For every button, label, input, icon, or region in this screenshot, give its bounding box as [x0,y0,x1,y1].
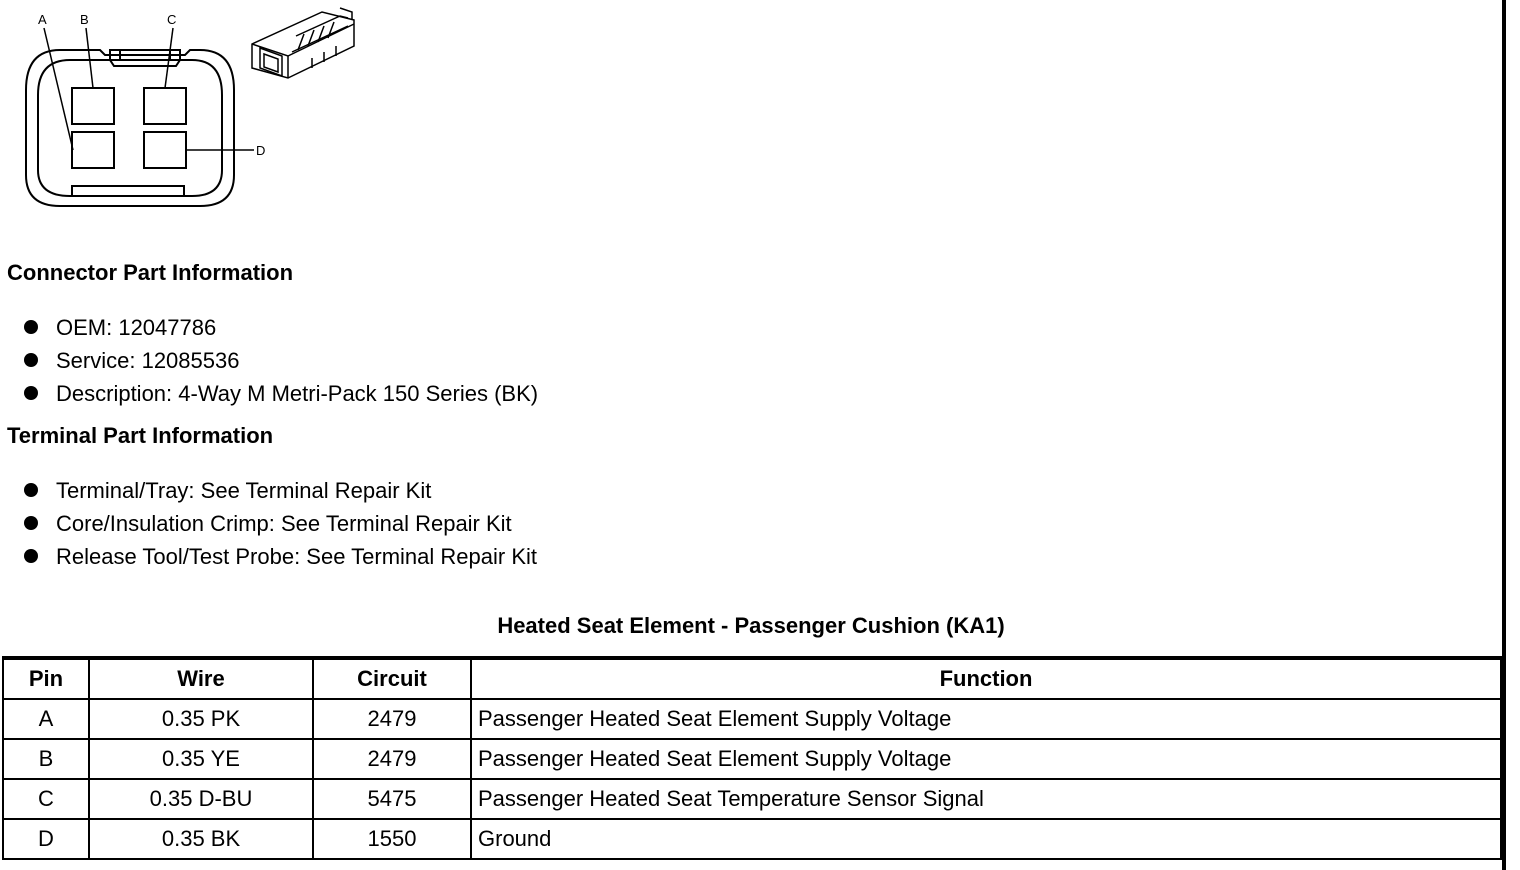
connector-isometric-view [252,8,354,78]
pinout-table [2,656,1502,860]
cell-pin: C [3,779,89,819]
terminal-info-heading: Terminal Part Information [7,423,274,448]
connector-diagram [0,0,380,220]
leader-b [86,28,93,88]
list-item: OEM: 12047786 [24,311,538,344]
table-row [3,819,1501,859]
connector-outer-shell [26,50,234,206]
cell-function: Passenger Heated Seat Element Supply Voltage [471,699,1501,739]
cell-wire: 0.35 BK [89,819,313,859]
table-row [3,699,1501,739]
cell-wire: 0.35 PK [89,699,313,739]
header-circuit: Circuit [313,658,471,699]
connector-inner-shell [38,60,222,196]
connector-info-heading: Connector Part Information [7,260,294,285]
leader-a [44,28,73,150]
callout-d: D [256,143,266,158]
callout-a: A [38,12,47,27]
cell-wire: 0.35 D-BU [89,779,313,819]
cell-circuit: 5475 [313,779,471,819]
cell-circuit: 2479 [313,699,471,739]
cavity-c [144,88,186,124]
cell-function: Ground [471,819,1501,859]
header-wire: Wire [89,658,313,699]
bullet-icon [24,353,38,367]
table-row [3,779,1501,819]
connector-bottom-key [72,186,184,196]
cell-circuit: 1550 [313,819,471,859]
cavity-b [72,88,114,124]
terminal-info-list [24,474,537,573]
table-header-row [3,658,1501,699]
header-function: Function [471,658,1501,699]
cell-function: Passenger Heated Seat Temperature Sensor Signal [471,779,1501,819]
cavity-d [144,132,186,168]
cell-pin: D [3,819,89,859]
header-pin: Pin [3,658,89,699]
table-row [3,739,1501,779]
cell-circuit: 2479 [313,739,471,779]
leader-c [165,28,173,88]
list-item: Description: 4-Way M Metri-Pack 150 Series (BK) [24,377,538,410]
callout-b: B [80,12,89,27]
cell-wire: 0.35 YE [89,739,313,779]
page-right-border [1502,0,1506,870]
connector-info-list [24,311,538,410]
bullet-icon [24,320,38,334]
list-item: Release Tool/Test Probe: See Terminal Repair Kit [24,540,537,573]
list-item: Terminal/Tray: See Terminal Repair Kit [24,474,537,507]
list-item: Service: 12085536 [24,344,538,377]
bullet-icon [24,483,38,497]
list-item: Core/Insulation Crimp: See Terminal Repair Kit [24,507,537,540]
bullet-icon [24,386,38,400]
callout-c: C [167,12,177,27]
cell-function: Passenger Heated Seat Element Supply Voltage [471,739,1501,779]
table-title: Heated Seat Element - Passenger Cushion (KA1) [497,613,1005,638]
bullet-icon [24,516,38,530]
cavity-a [72,132,114,168]
bullet-icon [24,549,38,563]
cell-pin: B [3,739,89,779]
cell-pin: A [3,699,89,739]
